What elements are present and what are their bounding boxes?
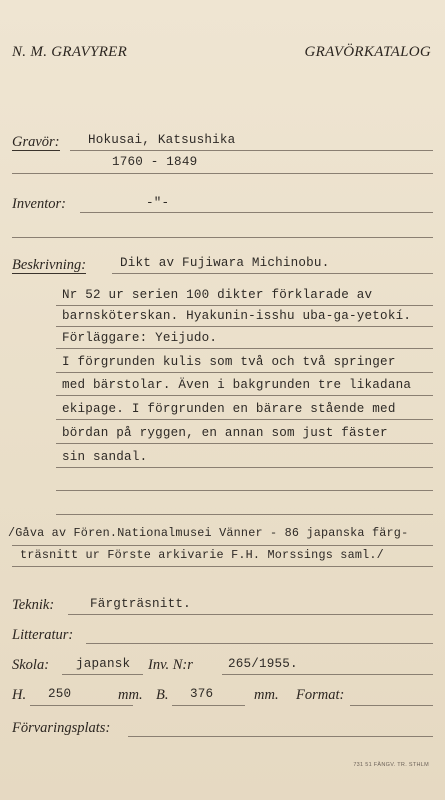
rule-gift-2	[12, 566, 433, 567]
desc-line-7: bördan på ryggen, en annan som just fäster	[62, 426, 388, 440]
gift-line-2: träsnitt ur Förste arkivarie F.H. Morssings saml./	[20, 548, 384, 562]
rule-teknik	[68, 614, 433, 615]
rule-desc-9	[56, 490, 433, 491]
rule-desc-2	[56, 326, 433, 327]
litteratur-label: Litteratur:	[12, 627, 74, 643]
rule-years	[12, 173, 433, 174]
rule-gift-1	[12, 545, 433, 546]
rule-b	[172, 705, 245, 706]
rule-desc-7	[56, 443, 433, 444]
gravor-label: Gravör:	[12, 134, 60, 150]
desc-line-2: barnsköterskan. Hyakunin-isshu uba-ga-yetokí.	[62, 309, 412, 323]
gravor-value: Hokusai, Katsushika	[88, 133, 236, 147]
rule-desc-10	[56, 514, 433, 515]
rule-desc-3	[56, 348, 433, 349]
desc-line-6: ekipage. I förgrunden en bärare stående med	[62, 402, 396, 416]
gravor-years: 1760 - 1849	[112, 155, 198, 169]
rule-desc-6	[56, 419, 433, 420]
desc-line-4: I förgrunden kulis som två och två springer	[62, 355, 396, 369]
desc-line-8: sin sandal.	[62, 450, 148, 464]
desc-line-3: Förläggare: Yeijudo.	[62, 331, 218, 345]
b-value: 376	[190, 687, 214, 701]
rule-beskrivning	[112, 273, 433, 274]
skola-value: japansk	[76, 657, 131, 671]
teknik-label: Teknik:	[12, 597, 55, 613]
mm-label-2: mm.	[254, 687, 279, 703]
rule-inv	[222, 674, 433, 675]
printer-mark: 731 51 FÄNGV. TR. STHLM	[353, 762, 429, 768]
header-left: N. M. GRAVYRER	[12, 44, 128, 60]
format-label: Format:	[296, 687, 345, 703]
inventor-value: -"-	[146, 196, 170, 210]
forvaring-label: Förvaringsplats:	[12, 720, 111, 736]
rule-desc-1	[56, 305, 433, 306]
b-label: B.	[156, 687, 169, 703]
beskrivning-label: Beskrivning:	[12, 257, 87, 273]
inv-label: Inv. N:r	[148, 657, 193, 673]
inventor-label: Inventor:	[12, 196, 66, 212]
desc-line-5: med bärstolar. Även i bakgrunden tre likadana	[62, 378, 412, 392]
inv-value: 265/1955.	[228, 657, 298, 671]
rule-skola	[62, 674, 143, 675]
header-right: GRAVÖRKATALOG	[304, 44, 431, 60]
rule-inventor	[80, 212, 433, 213]
gift-line-1: /Gåva av Fören.Nationalmusei Vänner - 86 japanska färg-	[8, 526, 409, 540]
rule-litteratur	[86, 643, 433, 644]
rule-format	[350, 705, 433, 706]
mm-label-1: mm.	[118, 687, 143, 703]
teknik-value: Färgträsnitt.	[90, 597, 191, 611]
rule-desc-5	[56, 395, 433, 396]
rule-forvaring	[128, 736, 433, 737]
rule-h	[30, 705, 133, 706]
rule-desc-4	[56, 372, 433, 373]
rule-gravor	[70, 150, 433, 151]
desc-line-1: Nr 52 ur serien 100 dikter förklarade av	[62, 288, 373, 302]
h-label: H.	[12, 687, 27, 703]
rule-desc-8	[56, 467, 433, 468]
skola-label: Skola:	[12, 657, 50, 673]
h-value: 250	[48, 687, 72, 701]
beskrivning-value: Dikt av Fujiwara Michinobu.	[120, 256, 330, 270]
rule-blank-1	[12, 237, 433, 238]
